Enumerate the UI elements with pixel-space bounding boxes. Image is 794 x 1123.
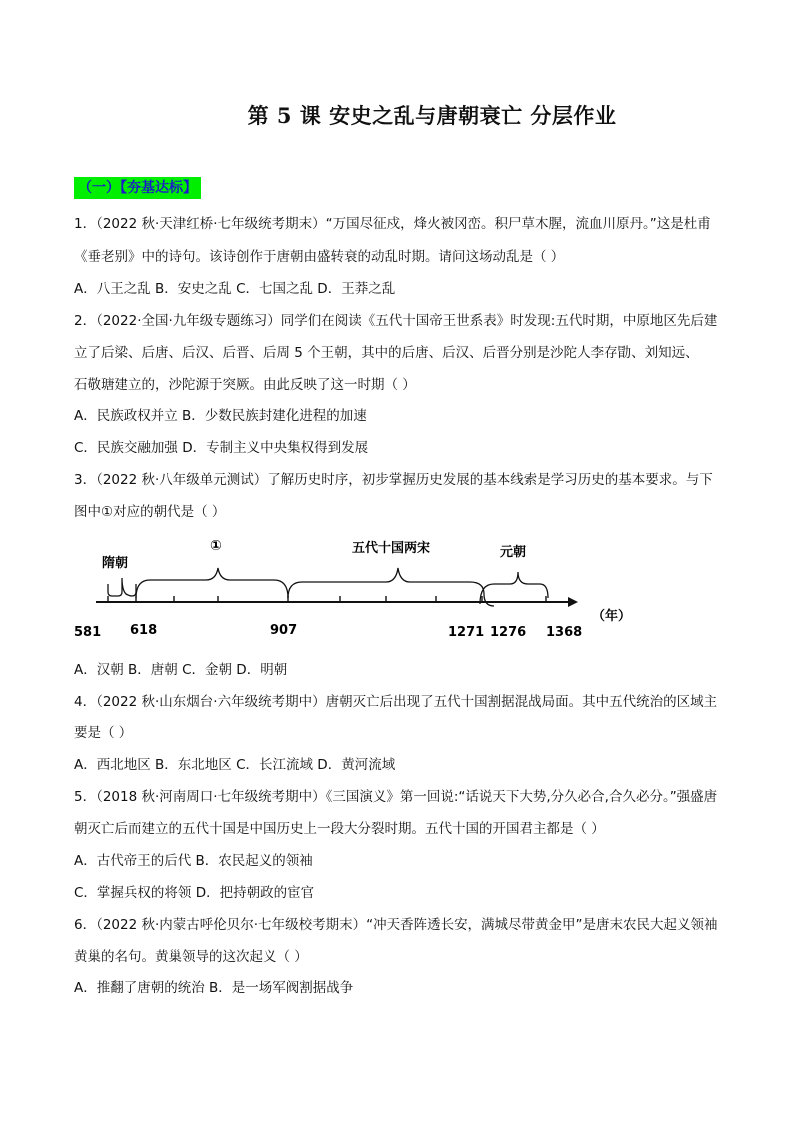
q2-line-3: 石敬瑭建立的，沙陀源于突厥。由此反映了这一时期（ ）	[74, 377, 416, 393]
q1-line-1: 1．（2022 秋·天津红桥·七年级统考期末）“万国尽征戍，烽火被冈峦。积尸草木腥，流血川原丹。”这是杜甫	[74, 216, 711, 232]
q5-line-2: 朝灭亡后而建立的五代十国是中国历史上一段大分裂时期。五代十国的开国君主都是（ ）	[74, 821, 605, 837]
tang-brace	[136, 568, 288, 598]
q2-options-cd: C．民族交融加强 D．专制主义中央集权得到发展	[74, 440, 369, 456]
label-circle-1: ①	[210, 538, 222, 554]
yuan-brace	[480, 572, 548, 604]
q6-line-2: 黄巢的名句。黄巢领导的这次起义（ ）	[74, 949, 308, 965]
q3-line-1: 3．（2022 秋·八年级单元测试）了解历史时序，初步掌握历史发展的基本线索是学习历史的基本要求。与下	[74, 472, 713, 488]
q2-line-2: 立了后梁、后唐、后汉、后晋、后周 5 个王朝，其中的后唐、后汉、后晋分别是沙陀人李存勖、刘知远、	[74, 345, 699, 361]
label-year-unit: （年）	[592, 609, 632, 624]
timeline-svg	[70, 532, 670, 647]
wudai-brace	[288, 568, 494, 606]
year-1271: 1271	[448, 625, 485, 640]
q4-line-1: 4．（2022 秋·山东烟台·六年级统考期中）唐朝灭亡后出现了五代十国割据混战局面。其中五代统治的区域主	[74, 694, 718, 710]
year-1368: 1368	[546, 625, 583, 640]
q5-line-1: 5．（2018 秋·河南周口·七年级统考期中）《三国演义》第一回说:“话说天下大势,分久必合,合久必分。”强盛唐	[74, 789, 718, 805]
q4-line-2: 要是（ ）	[74, 725, 133, 741]
q2-line-1: 2．（2022·全国·九年级专题练习）同学们在阅读《五代十国帝王世系表》时发现:五代时期，中原地区先后建	[74, 313, 718, 329]
timeline-arrow	[568, 597, 578, 607]
year-581: 581	[74, 625, 102, 640]
year-618: 618	[130, 623, 158, 638]
q5-options-cd: C．掌握兵权的将领 D．把持朝政的宦官	[74, 885, 315, 901]
section-label: （一）【夯基达标】	[74, 177, 201, 199]
q4-options: A．西北地区 B．东北地区 C．长江流域 D．黄河流域	[74, 757, 396, 773]
label-yuan: 元朝	[500, 545, 527, 560]
year-1276: 1276	[490, 625, 527, 640]
year-907: 907	[270, 623, 298, 638]
page-title: 第 5 课 安史之乱与唐朝衰亡 分层作业	[247, 103, 617, 128]
q6-options: A．推翻了唐朝的统治 B．是一场军阀割据战争	[74, 980, 354, 996]
timeline-figure	[70, 532, 670, 647]
q1-options: A．八王之乱 B．安史之乱 C．七国之乱 D．王莽之乱	[74, 281, 396, 297]
q6-line-1: 6．（2022 秋·内蒙古呼伦贝尔·七年级校考期末）“冲天香阵透长安，满城尽带黄金甲”是唐末农民大起义领袖	[74, 917, 718, 933]
label-sui: 隋朝	[102, 556, 129, 571]
q3-options: A．汉朝 B．唐朝 C．金朝 D．明朝	[74, 662, 288, 678]
q5-options-ab: A．古代帝王的后代 B．农民起义的领袖	[74, 853, 313, 869]
label-wudai-liangsong: 五代十国两宋	[352, 541, 431, 556]
q2-options-ab: A．民族政权并立 B．少数民族封建化进程的加速	[74, 408, 367, 424]
sui-brace	[108, 578, 136, 596]
q3-line-2: 图中①对应的朝代是（ ）	[74, 504, 226, 520]
q1-line-2: 《垂老别》中的诗句。该诗创作于唐朝由盛转衰的动乱时期。请问这场动乱是（ ）	[74, 249, 565, 265]
